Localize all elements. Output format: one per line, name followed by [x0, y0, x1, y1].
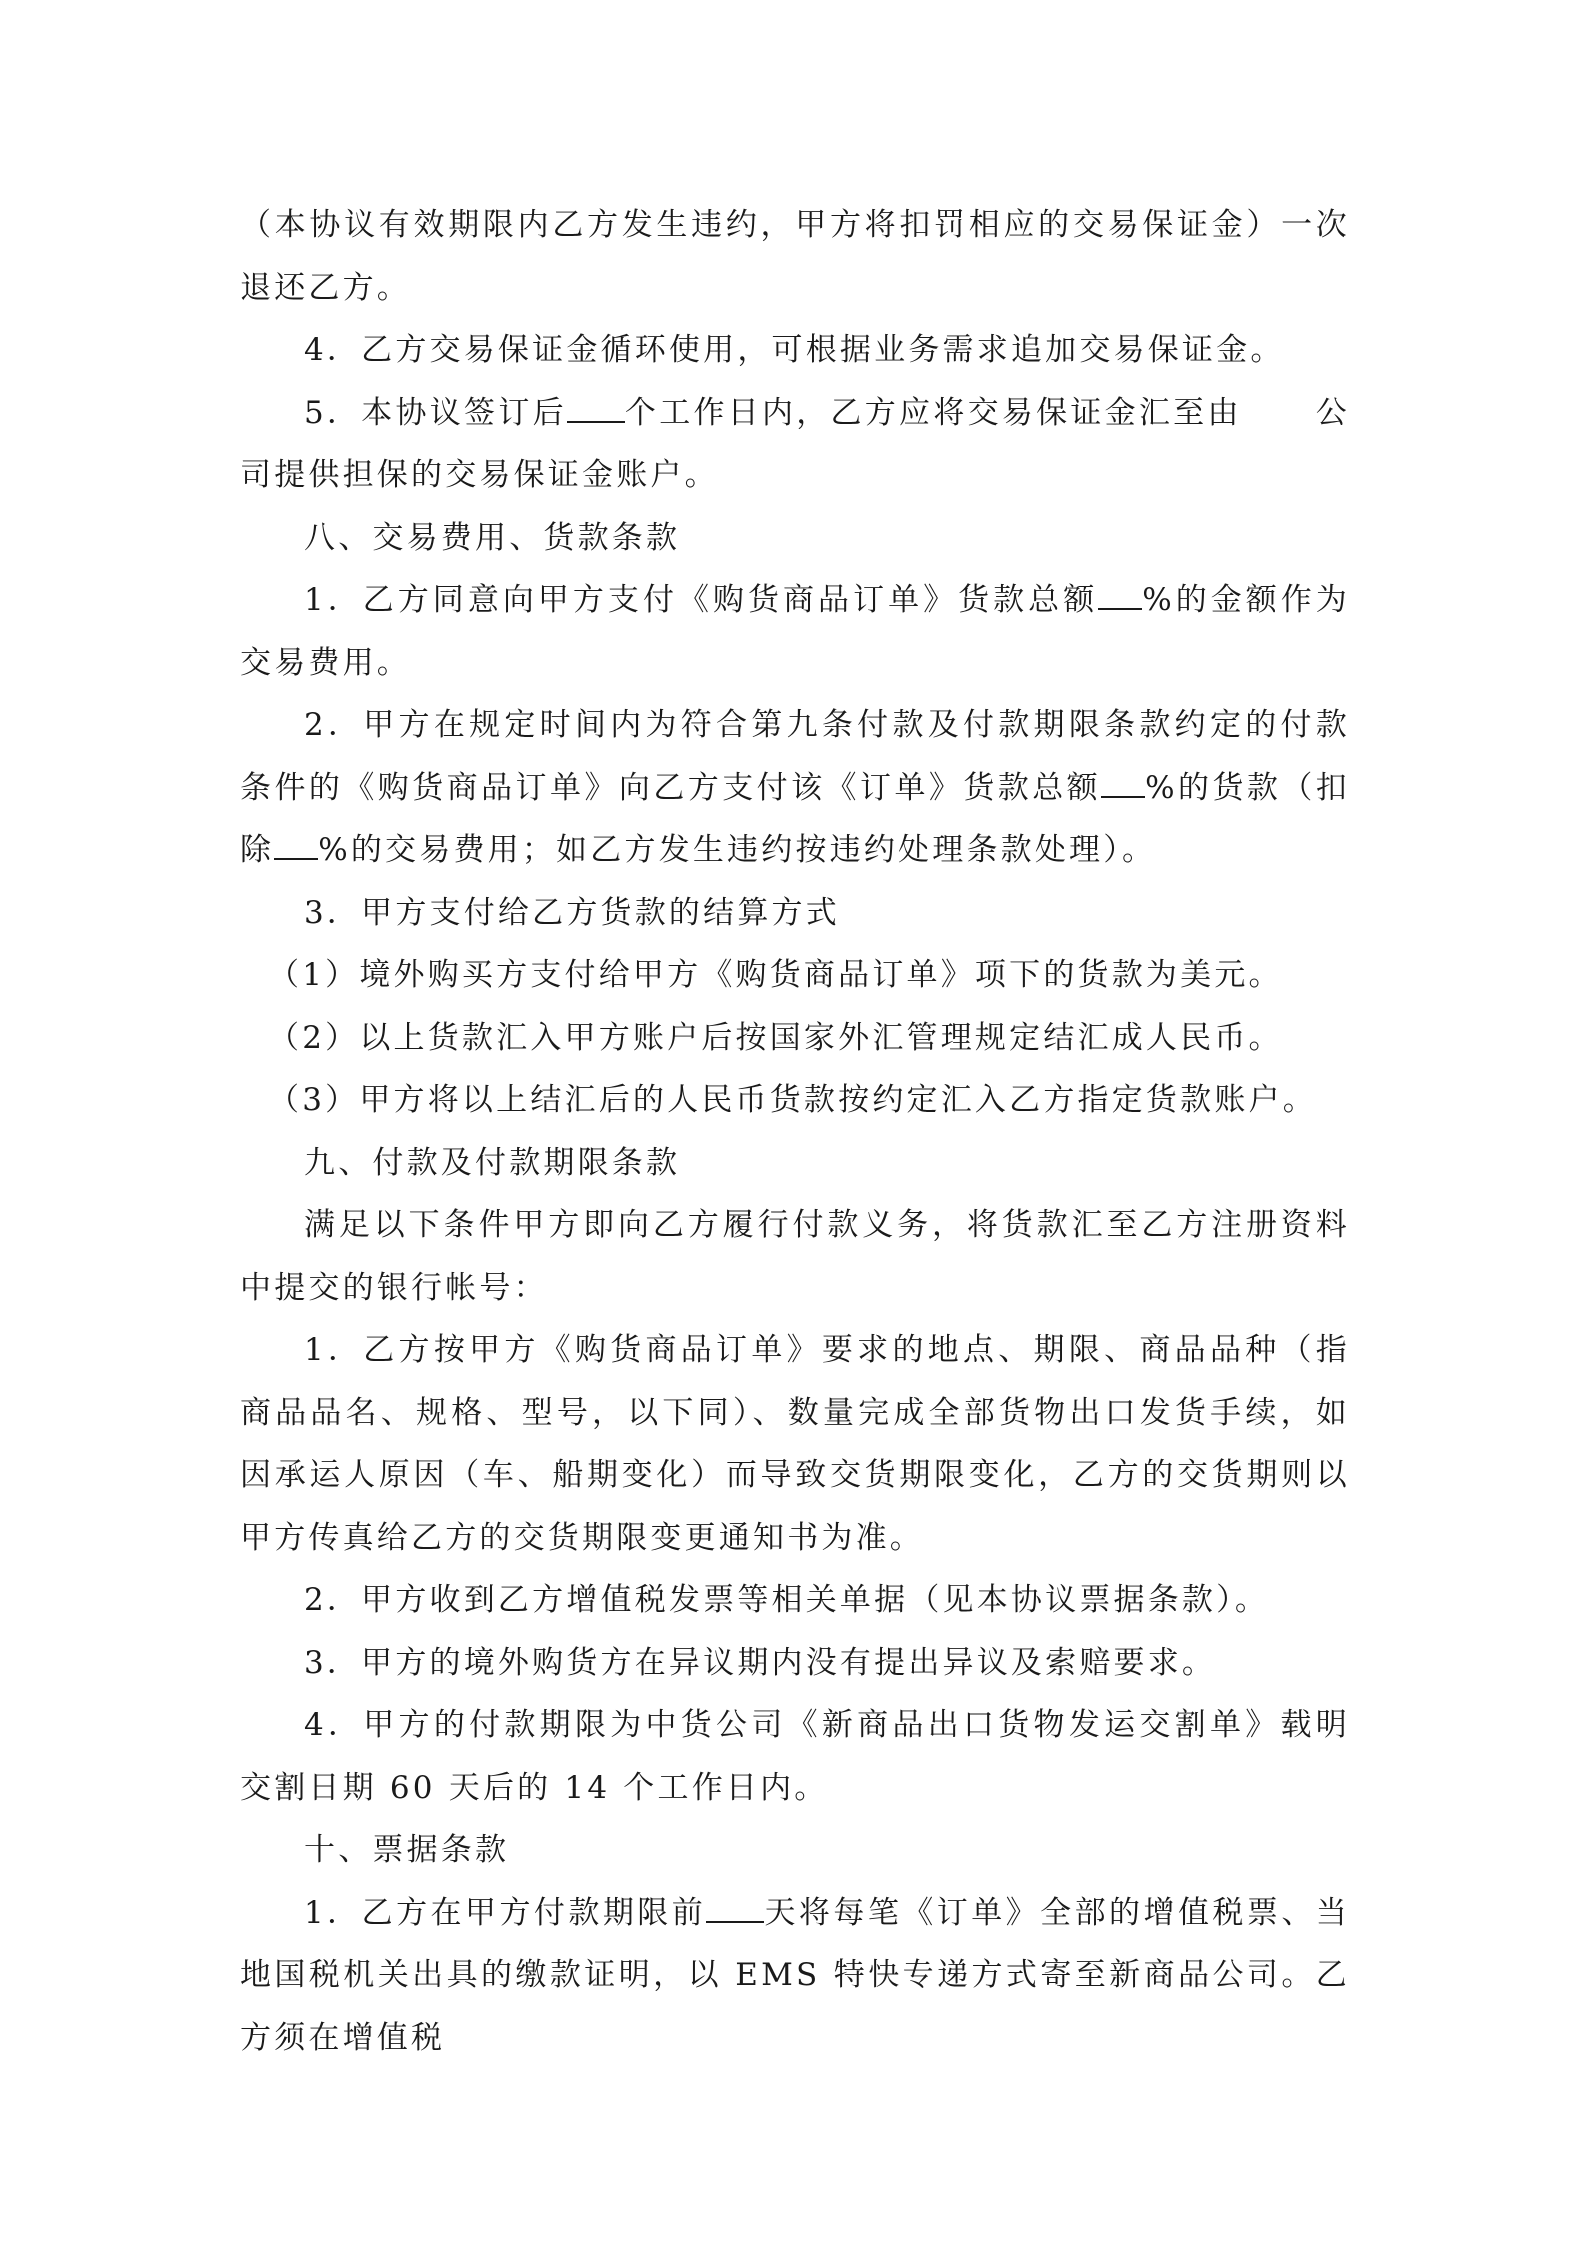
paragraph-text: 满足以下条件甲方即向乙方履行付款义务，将货款汇至乙方注册资料中提交的银行帐号： [240, 1207, 1350, 1306]
fill-blank [567, 395, 625, 423]
paragraph-text: %的货款（扣除 [240, 769, 1351, 868]
fill-blank [1098, 582, 1142, 610]
paragraph-text: 八、交易费用、货款条款 [304, 519, 681, 556]
paragraph-text: 1．乙方按甲方《购货商品订单》要求的地点、期限、商品品种（指商品品名、规格、型号，以下同）、数量完成全部货物出口发货手续，如因承运人原因（车、船期变化）而导致交货期限变化，乙方的交货期则以甲方传真给乙方的交货期限变更通知书为准。 [240, 1332, 1350, 1556]
paragraph-text: %的金额作为交易费用。 [240, 582, 1351, 681]
paragraph-text: （3）甲方将以上结汇后的人民币货款按约定汇入乙方指定货款账户。 [268, 1082, 1317, 1118]
paragraph-text: 3．甲方的境外购货方在异议期内没有提出异议及索赔要求。 [304, 1644, 1217, 1681]
paragraph-deposit-transfer [240, 382, 1350, 507]
paragraph-text: （1）境外购买方支付给甲方《购货商品订单》项下的货款为美元。 [268, 957, 1283, 993]
paragraph-settlement-2 [240, 1007, 1350, 1070]
section-heading-invoice [240, 1819, 1350, 1882]
paragraph-text: 2．甲方收到乙方增值税发票等相关单据（见本协议票据条款）。 [304, 1582, 1270, 1618]
section-heading-fees [240, 507, 1350, 570]
paragraph-text: 4．乙方交易保证金循环使用，可根据业务需求追加交易保证金。 [304, 332, 1285, 368]
paragraph-text: 1．乙方在甲方付款期限前 [304, 1894, 707, 1931]
paragraph-deposit-recycle [240, 319, 1350, 382]
paragraph-text: 公司提供担保的交易保证金账户。 [240, 394, 1351, 493]
paragraph-condition-3 [240, 1632, 1350, 1695]
paragraph-payment-percent [240, 694, 1350, 882]
paragraph-condition-1 [240, 1319, 1350, 1569]
paragraph-text: %的交易费用；如乙方发生违约按违约处理条款处理）。 [318, 832, 1157, 868]
paragraph-settlement-3 [240, 1069, 1350, 1132]
paragraph-text: 5．本协议签订后 [304, 394, 567, 431]
paragraph-settlement-method [240, 882, 1350, 945]
paragraph-condition-2 [240, 1569, 1350, 1632]
fill-blank [706, 1895, 764, 1923]
paragraph-condition-4 [240, 1694, 1350, 1819]
paragraph-text: 1．乙方同意向甲方支付《购货商品订单》货款总额 [304, 582, 1099, 618]
paragraph-text: 九、付款及付款期限条款 [304, 1144, 681, 1181]
paragraph-fee-percent [240, 569, 1350, 694]
paragraph-text: 十、票据条款 [304, 1832, 510, 1868]
fill-blank [1101, 770, 1145, 798]
document-body [240, 194, 1350, 2069]
paragraph-text: （本协议有效期限内乙方发生违约，甲方将扣罚相应的交易保证金）一次退还乙方。 [240, 207, 1350, 306]
section-heading-payment [240, 1132, 1350, 1195]
paragraph-text: 个工作日内，乙方应将交易保证金汇至由 [624, 394, 1242, 431]
paragraph-text: （2）以上货款汇入甲方账户后按国家外汇管理规定结汇成人民币。 [268, 1019, 1283, 1056]
paragraph-text: 4．甲方的付款期限为中货公司《新商品出口货物发运交割单》载明交割日期 60 天后的 14 个工作日内。 [240, 1707, 1350, 1806]
paragraph-invoice-1 [240, 1882, 1350, 2070]
paragraph-text: 天将每笔《订单》全部的增值税票、当地国税机关出具的缴款证明，以 EMS 特快专递方式寄至新商品公司。乙方须在增值税 [240, 1894, 1350, 2056]
paragraph-settlement-1 [240, 944, 1350, 1007]
paragraph-text: 3．甲方支付给乙方货款的结算方式 [304, 894, 840, 931]
paragraph-payment-conditions [240, 1194, 1350, 1319]
paragraph-deposit-refund [240, 194, 1350, 319]
paragraph-text: 2．甲方在规定时间内为符合第九条付款及付款期限条款约定的付款条件的《购货商品订单》向乙方支付该《订单》货款总额 [240, 707, 1350, 806]
fill-blank [274, 832, 318, 860]
